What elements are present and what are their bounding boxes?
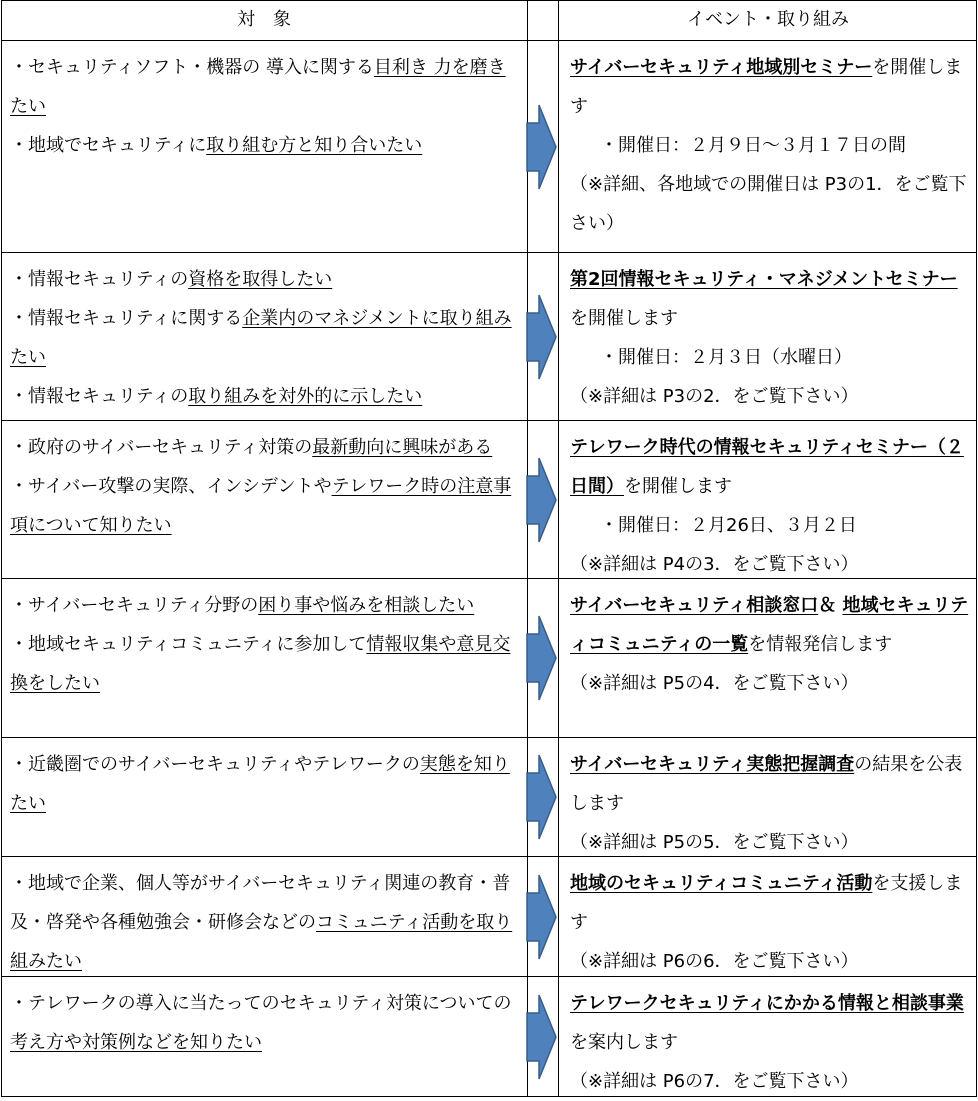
target-cell (2, 977, 526, 1096)
target-item (10, 625, 518, 703)
event-date: ・開催日：２月26日、３月２日 (600, 515, 857, 536)
plain-text: を支援します (570, 873, 963, 933)
right-arrow-icon (525, 751, 558, 843)
plain-text: ・地域で企業、個人等がサイバーセキュリティ関連の教育・普及・啓発や各種勉強会・研修会などの (10, 873, 511, 933)
event-title (570, 48, 970, 126)
target-cell (2, 421, 526, 578)
highlight-text: 情報収集や意見交換をしたい (10, 634, 511, 694)
right-arrow-icon (525, 454, 558, 546)
event-title (570, 984, 970, 1062)
highlight-text: 取り組む方と知り合いたい (206, 135, 423, 156)
event-cell (560, 421, 976, 578)
event-title (570, 745, 970, 823)
event-reference: （※詳細は P4の3．をご覧下さい） (570, 554, 859, 575)
event-title (570, 864, 970, 942)
target-cell (2, 579, 526, 737)
plain-text: の結果を公表します (570, 754, 963, 814)
plain-text: を開催します (624, 476, 732, 497)
event-date: ・開催日：２月９日～３月１７日の間 (600, 135, 906, 156)
highlight-text: 地域のセキュリティコミュニティ活動 (570, 873, 873, 894)
plain-text: を情報発信します (748, 634, 893, 655)
plain-text: を開催します (570, 308, 678, 329)
highlight-text: 最新動向に興味がある (312, 437, 493, 458)
plain-text: ・サイバー攻撃の実際、インシデントや (10, 476, 332, 497)
highlight-text: サイバーセキュリティ相談窓口 (570, 595, 819, 616)
target-item (10, 428, 518, 467)
highlight-text: サイバーセキュリティ実態把握調査 (570, 754, 855, 775)
target-item (10, 864, 518, 981)
highlight-text: 困り事や悩みを相談したい (258, 595, 475, 616)
right-arrow-icon (525, 291, 558, 383)
highlight-text: テレワークセキュリティにかかる情報と相談事業 (570, 993, 964, 1014)
target-item (10, 745, 518, 823)
event-cell (560, 977, 976, 1096)
right-arrow-icon (525, 871, 558, 963)
highlight-text: テレワーク時代の情報セキュリティセミナー（２日間） (570, 437, 964, 497)
event-cell (560, 579, 976, 737)
highlight-text: テレワーク時の注意事項について知りたい (10, 476, 512, 536)
event-cell (560, 738, 976, 856)
highlight-text: 実態を知りたい (10, 754, 510, 814)
target-item (10, 126, 518, 165)
event-cell (560, 857, 976, 976)
plain-text: ・地域セキュリティコミュニティに参加して (10, 634, 367, 655)
plain-text: ・地域でセキュリティに (10, 135, 207, 156)
event-cell (560, 41, 976, 252)
plain-text: ・サイバーセキュリティ分野の (10, 595, 259, 616)
event-reference: （※詳細は P3の2．をご覧下さい） (570, 386, 859, 407)
highlight-text: 考え方や対策例などを知りたい (10, 1032, 262, 1053)
right-arrow-icon (525, 101, 558, 193)
target-item (10, 48, 518, 126)
right-arrow-icon (525, 991, 558, 1083)
target-cell (2, 738, 526, 856)
highlight-text: コミュニティ活動を取り組みたい (10, 912, 513, 972)
highlight-text: 目利き 力を磨きたい (10, 57, 506, 117)
plain-text: ＆ (818, 595, 843, 616)
plain-text: ・テレワークの導入に当たってのセキュリティ対策についての (10, 993, 512, 1014)
highlight-text: 取り組みを対外的に示したい (188, 386, 423, 407)
target-cell (2, 41, 526, 252)
target-item (10, 467, 518, 545)
target-cell (2, 857, 526, 976)
highlight-text: サイバーセキュリティ地域別セミナー (570, 57, 873, 78)
plain-text: を開催します (570, 57, 963, 117)
event-reference: （※詳細は P6の7．をご覧下さい） (570, 1071, 859, 1092)
target-cell (2, 253, 526, 420)
highlight-text: 地域セキュリティコミュニティの一覧 (570, 595, 969, 655)
table-border-top (1, 0, 977, 1)
plain-text: ・情報セキュリティに関する (10, 308, 243, 329)
column-divider (976, 0, 977, 1097)
header-event: イベント・取り組み (687, 9, 849, 30)
plain-text: ・セキュリティソフト・機器の 導入に関する (10, 57, 374, 78)
event-reference: （※詳細、各地域での開催日は P3の1．をご覧下さい） (570, 174, 967, 234)
event-title (570, 260, 970, 338)
highlight-text: 企業内のマネジメントに取り組みたい (10, 308, 512, 368)
event-reference: （※詳細は P6の6．をご覧下さい） (570, 951, 859, 972)
highlight-text: 第2回情報セキュリティ・マネジメントセミナー (570, 269, 958, 290)
event-reference: （※詳細は P5の4．をご覧下さい） (570, 673, 859, 694)
plain-text: ・情報セキュリティの (10, 269, 189, 290)
event-title (570, 428, 970, 506)
plain-text: を案内します (570, 1032, 678, 1053)
target-item (10, 984, 518, 1062)
plain-text: ・近畿圏でのサイバーセキュリティやテレワークの (10, 754, 420, 775)
column-divider (558, 0, 559, 1097)
target-item (10, 299, 518, 377)
target-item (10, 260, 518, 299)
event-reference: （※詳細は P5の5．をご覧下さい） (570, 832, 859, 853)
highlight-text: 資格を取得したい (188, 269, 333, 290)
event-cell (560, 253, 976, 420)
right-arrow-icon (525, 612, 558, 704)
event-title (570, 586, 970, 664)
event-date: ・開催日：２月３日（水曜日） (600, 347, 852, 368)
plain-text: ・政府のサイバーセキュリティ対策の (10, 437, 313, 458)
plain-text: ・情報セキュリティの (10, 386, 189, 407)
target-item (10, 586, 518, 625)
target-item (10, 377, 518, 416)
header-target: 対 象 (237, 9, 291, 30)
